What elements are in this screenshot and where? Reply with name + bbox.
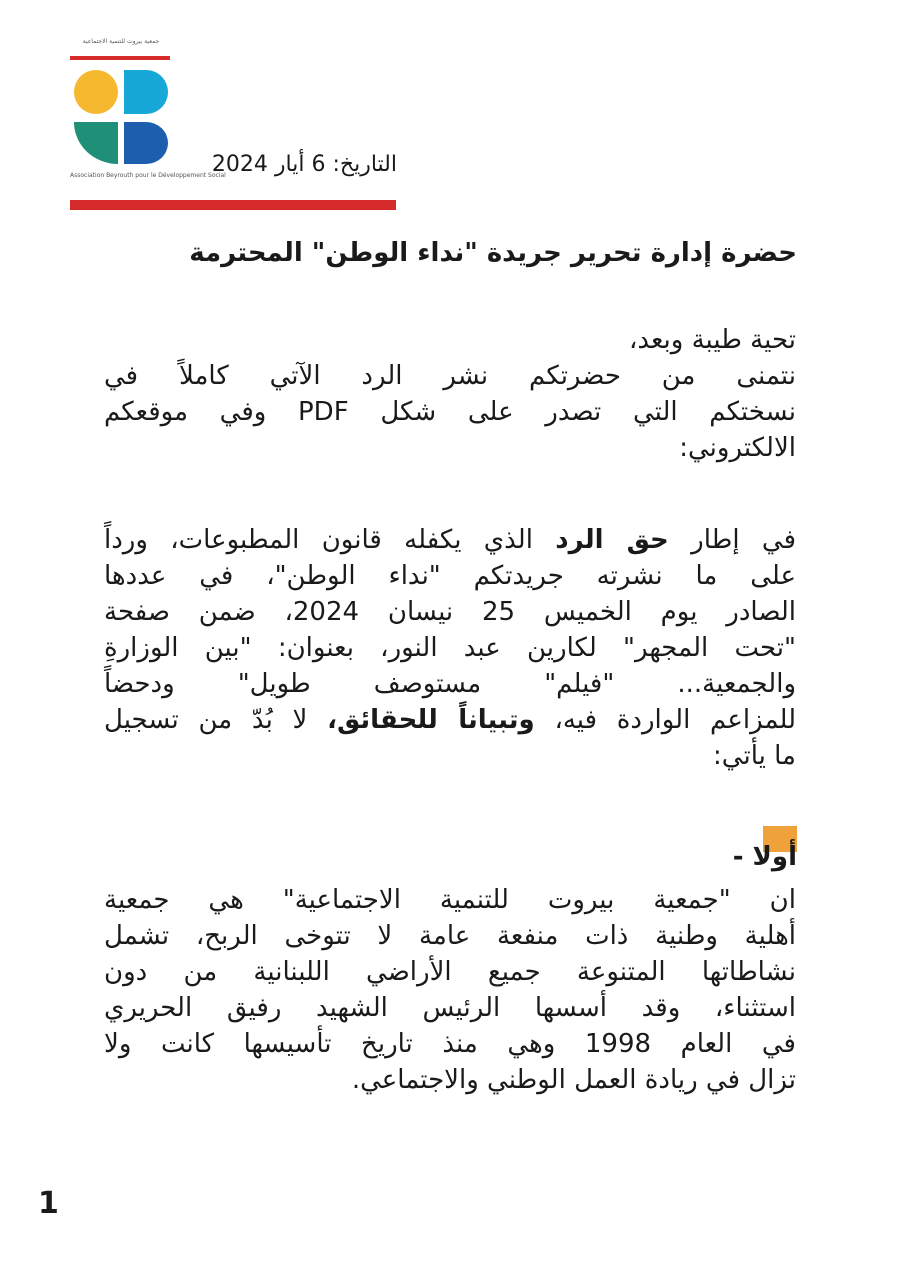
section-line: تزال في ريادة العمل الوطني والاجتماعي.: [351, 1065, 796, 1095]
context-line: الصادر يوم الخميس 25 نيسان 2024، ضمن صفحة: [104, 597, 797, 627]
context-line: [104, 522, 796, 558]
section-line: في العام 1998 وهي منذ تاريخ تأسيسها كانت ولا: [104, 1029, 796, 1059]
facts-emphasis: وتبياناً للحقائق،: [327, 705, 535, 735]
logo-latin-caption: Association Beyrouth pour le Développement Social: [70, 172, 226, 179]
section-line: ان "جمعية بيروت للتنمية الاجتماعية" هي جمعية: [104, 885, 796, 915]
intro-line: نسختكم التي تصدر على شكل PDF وفي موقعكم: [104, 397, 796, 427]
context-text: في إطار: [668, 525, 797, 555]
organization-logo: [70, 38, 226, 186]
context-text: للمزاعم الواردة فيه،: [534, 705, 797, 735]
letter-addressee: حضرة إدارة تحرير جريدة "نداء الوطن" المحترمة: [189, 238, 797, 268]
context-paragraph: [104, 522, 796, 774]
logo-yellow-circle: [74, 70, 118, 114]
greeting-line: تحية طيبة وبعد،: [628, 325, 796, 355]
intro-line: نتمنى من حضرتكم نشر الرد الآتي كاملاً في: [104, 361, 796, 391]
context-line: والجمعية... "فيلم" مستوصف طويل" ودحضاً: [104, 669, 796, 699]
section-line: أهلية وطنية ذات منفعة عامة لا تتوخى الربح، تشمل: [104, 921, 796, 951]
section-line: استثناء، وقد أسسها الرئيس الشهيد رفيق الحريري: [104, 993, 796, 1023]
section-heading: [717, 826, 797, 874]
letter-date: التاريخ: 6 أيار 2024: [211, 152, 397, 177]
section-one-paragraph: [104, 882, 796, 1098]
context-line: [104, 702, 796, 738]
section-line: نشاطاتها المتنوعة جميع الأراضي اللبنانية من دون: [104, 957, 796, 987]
intro-paragraph: [104, 322, 796, 466]
logo-cyan-shape: [124, 70, 168, 114]
logo-green-shape: [74, 122, 118, 164]
context-line: "تحت المجهر" لكارين عبد النور، بعنوان: "بين الوزارةِ: [104, 633, 796, 663]
right-of-reply-emphasis: حق الرد: [555, 525, 669, 555]
context-line: ما يأتي:: [713, 741, 796, 771]
section-heading-label: أولا -: [732, 842, 797, 872]
context-text: الذي يكفله قانون المطبوعات، ورداً: [104, 525, 556, 555]
logo-blue-shape: [124, 122, 168, 164]
header-divider: [70, 200, 396, 210]
logo-red-bar: [70, 56, 170, 60]
intro-line: الالكتروني:: [679, 433, 796, 463]
logo-shapes-icon: [72, 68, 170, 166]
context-text: لا بُدّ من تسجيل: [104, 705, 328, 735]
page-number: 1: [38, 1186, 59, 1221]
context-line: على ما نشرته جريدتكم "نداء الوطن"، في عددها: [104, 561, 796, 591]
logo-arabic-caption: جمعية بيروت للتنمية الاجتماعية: [82, 38, 160, 45]
